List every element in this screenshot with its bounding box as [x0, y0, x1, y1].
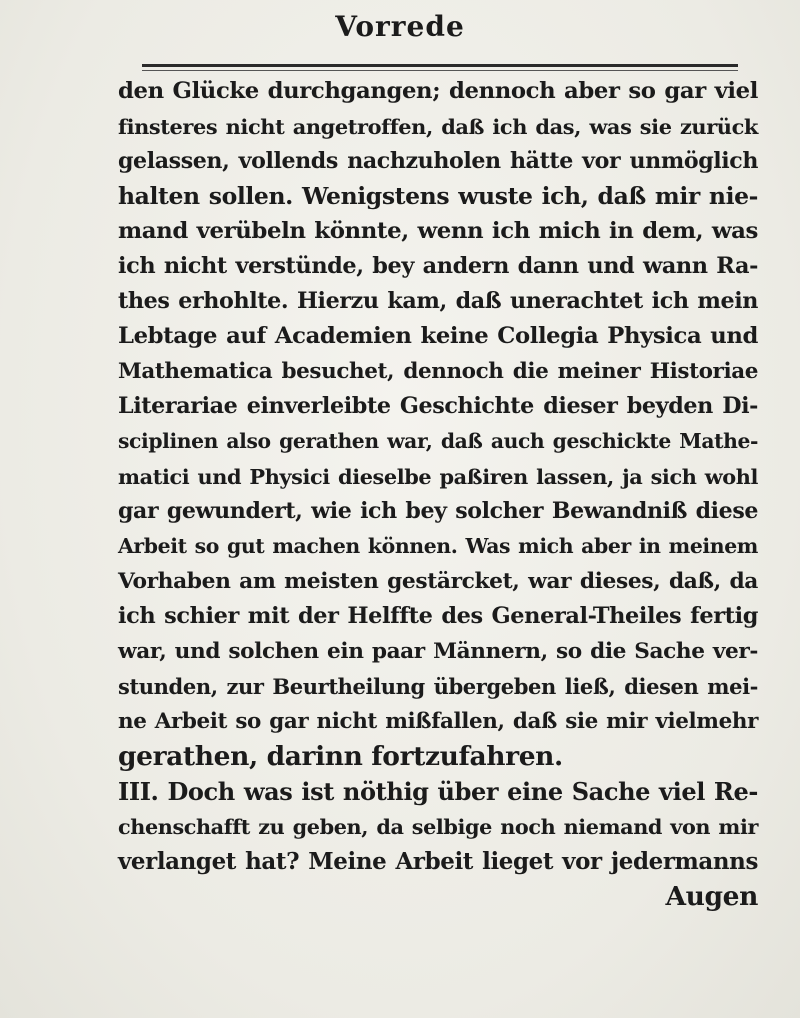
text-line: gelassen, vollends nachzuholen hätte vor unmöglich [118, 148, 758, 174]
body-text [118, 74, 758, 914]
header-rule [142, 64, 738, 67]
text-line: stunden, zur Beurtheilung übergeben ließ, diesen mei- [118, 674, 758, 699]
text-line: Vorhaben am meisten gestärcket, war dieses, daß, da [118, 569, 758, 594]
text-line: gar gewundert, wie ich bey solcher Bewandniß diese [118, 498, 758, 524]
text-line: verlanget hat? Meine Arbeit lieget vor jedermanns [118, 848, 758, 875]
paragraph-end-line: gerathen, darinn fortzufahren. [118, 741, 563, 772]
text-line: mand verübeln könnte, wenn ich mich in dem, was [118, 218, 758, 244]
catchword: Augen [665, 881, 758, 912]
text-line: Arbeit so gut machen können. Was mich aber in meinem [118, 534, 758, 558]
text-line: thes erhohlte. Hierzu kam, daß unerachtet ich mein [118, 288, 758, 314]
text-line: ich schier mit der Helffte des General-Theiles fertig [118, 603, 758, 629]
text-line: chenschafft zu geben, da selbige noch niemand von mir [118, 814, 758, 839]
header-rule-thin [142, 70, 738, 71]
text-line: war, und solchen ein paar Männern, so die Sache ver- [118, 639, 758, 664]
text-line: finsteres nicht angetroffen, daß ich das, was sie zurück [118, 114, 758, 139]
running-head: Vorrede [335, 10, 465, 43]
text-line: den Glücke durchgangen; dennoch aber so gar viel [118, 78, 758, 104]
text-line: matici und Physici dieselbe paßiren lassen, ja sich wohl [118, 464, 758, 489]
text-line: Mathematica besuchet, dennoch die meiner Historiae [118, 359, 758, 384]
text-line: ich nicht verstünde, bey andern dann und wann Ra- [118, 253, 758, 279]
text-line: ne Arbeit so gar nicht mißfallen, daß sie mir vielmehr [118, 709, 758, 734]
text-line: sciplinen also gerathen war, daß auch geschickte Mathe- [118, 429, 758, 453]
text-line: Lebtage auf Academien keine Collegia Physica und [118, 323, 758, 349]
section-start-line: III. Doch was ist nöthig über eine Sache viel Re- [118, 777, 758, 806]
text-line: Literariae einverleibte Geschichte dieser beyden Di- [118, 393, 758, 419]
text-line: halten sollen. Wenigstens wuste ich, daß mir nie- [118, 182, 758, 210]
